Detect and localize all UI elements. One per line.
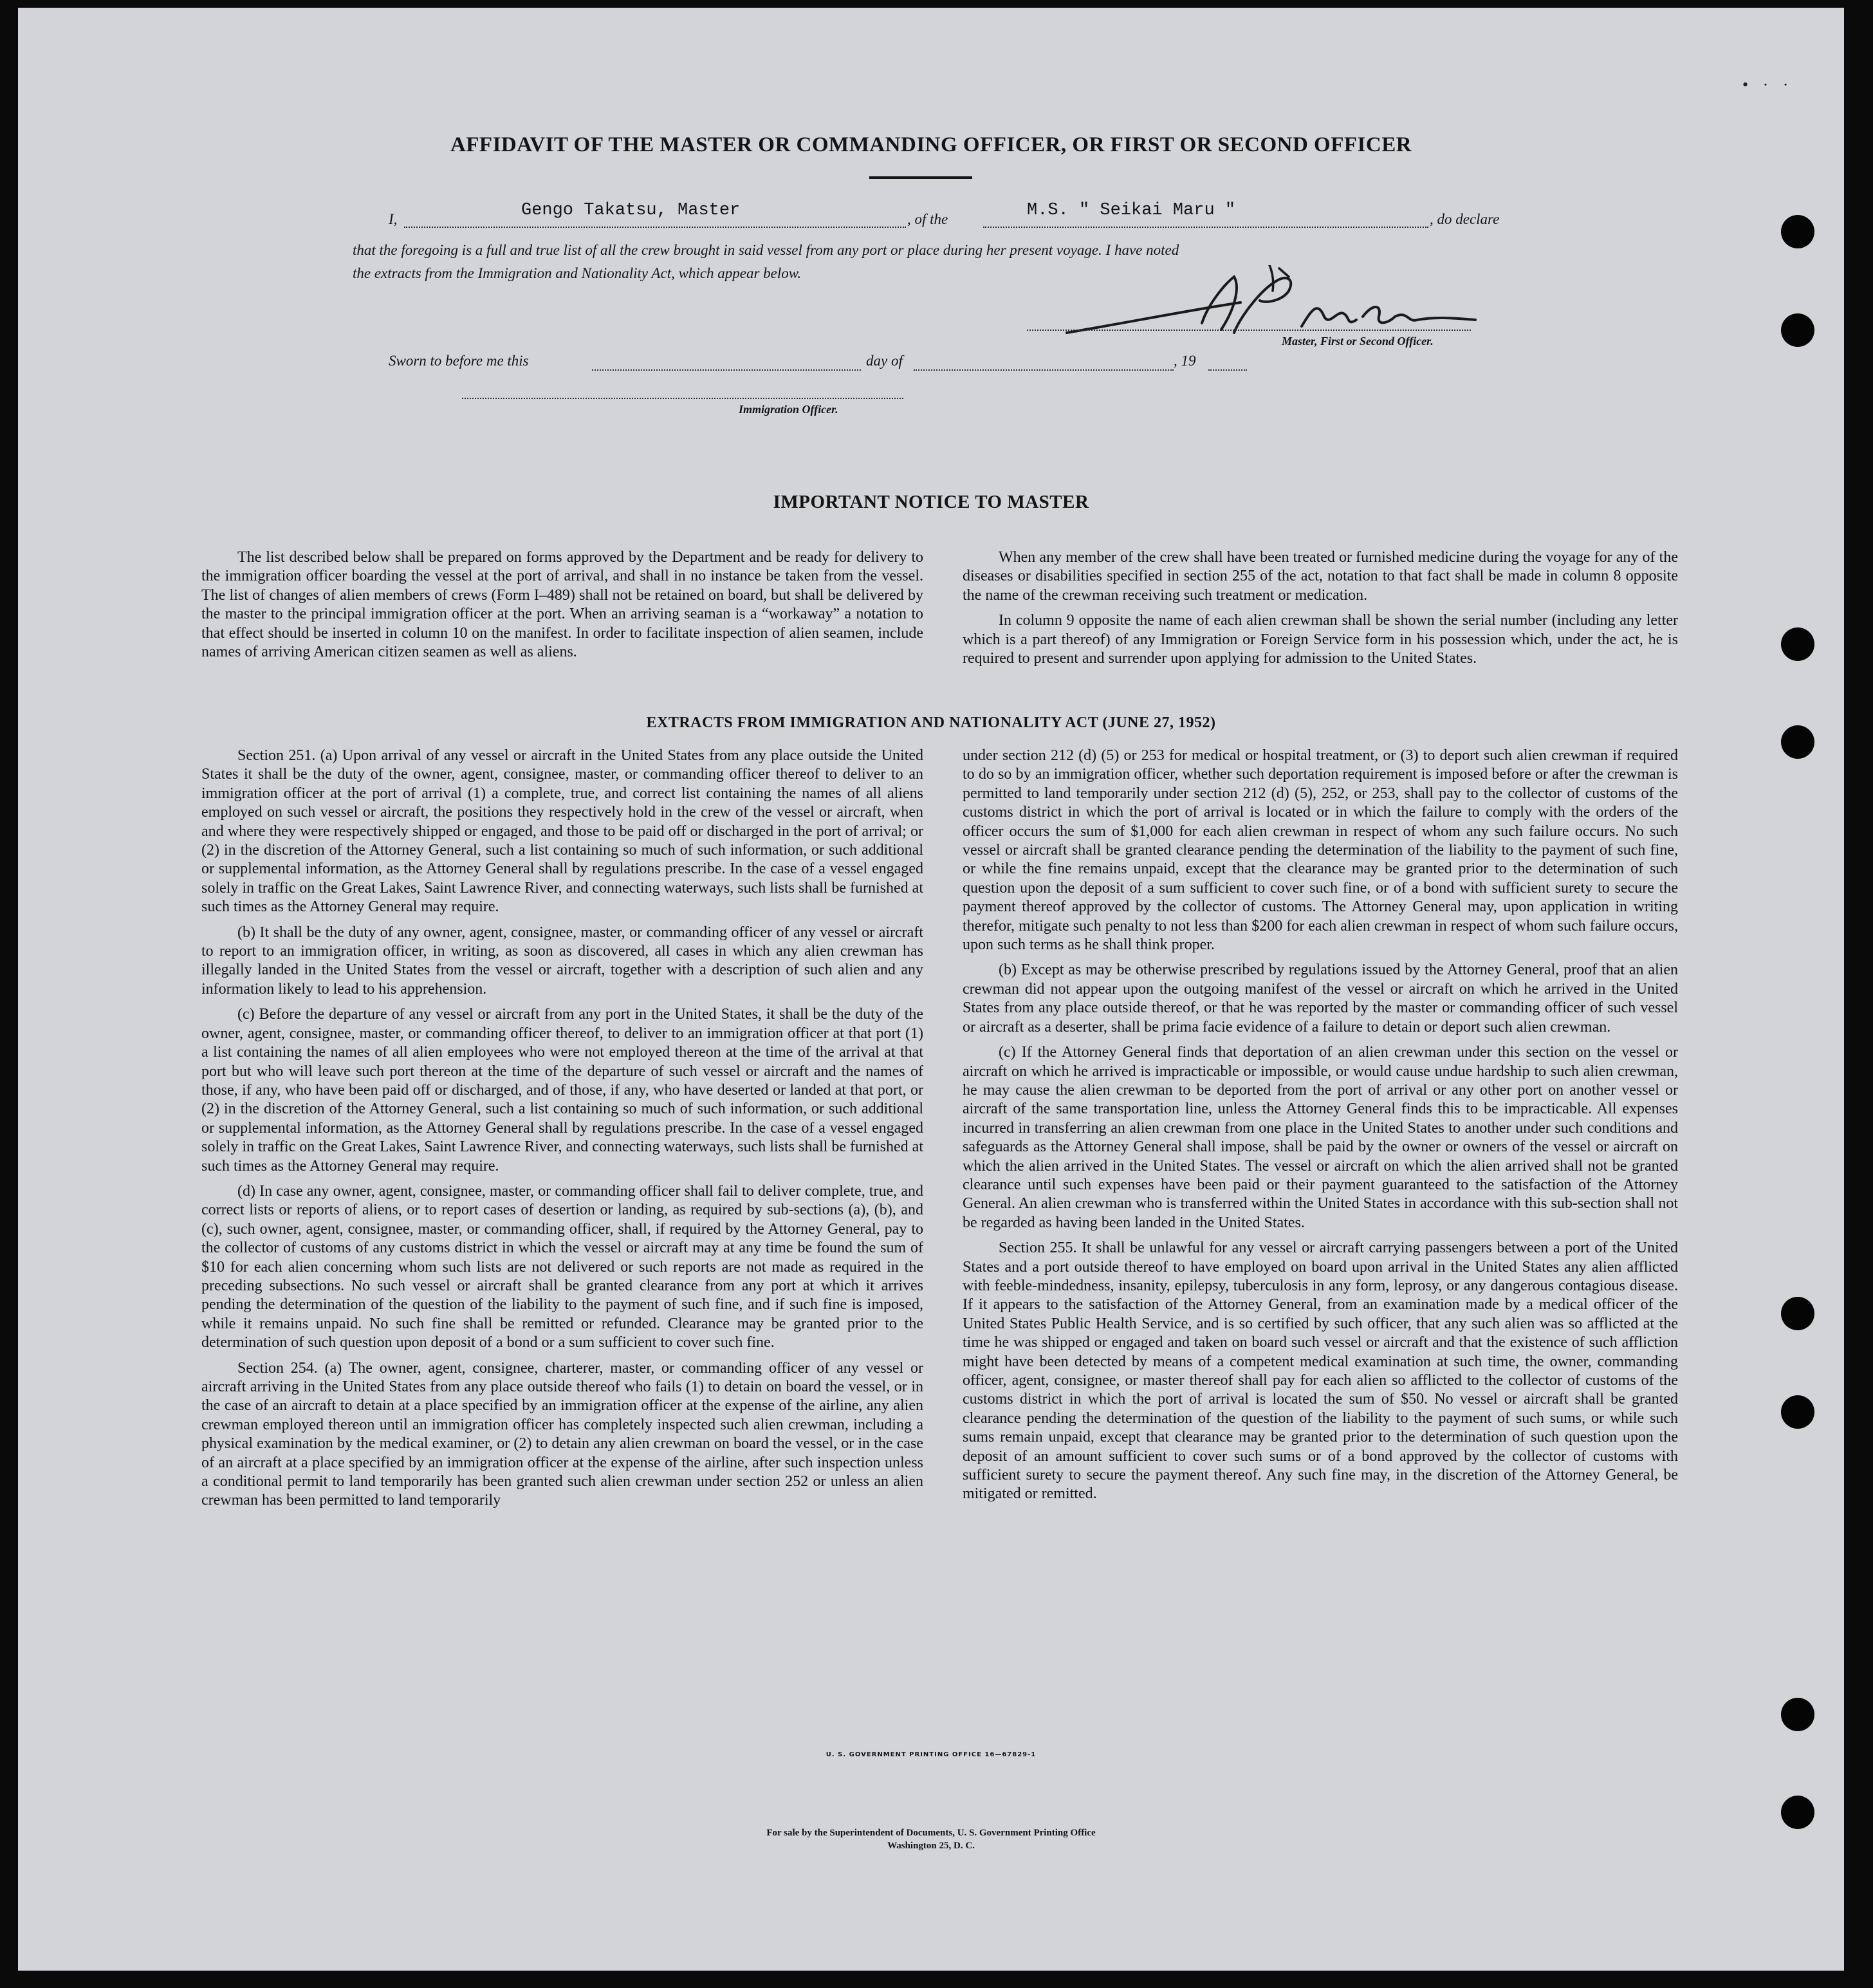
notice-left-column <box>201 548 923 668</box>
for-sale-line-1: For sale by the Superintendent of Documents, U. S. Government Printing Office <box>766 1828 1096 1838</box>
sworn-year-dotline <box>1208 369 1247 371</box>
extracts-right-column <box>963 747 1678 1510</box>
vessel-name-field[interactable]: M.S. " Seikai Maru " <box>1027 201 1236 220</box>
punch-hole <box>1781 1395 1814 1429</box>
for-sale-line-2: Washington 25, D. C. <box>887 1841 975 1851</box>
signature-dotline <box>1027 330 1471 331</box>
title-rule <box>869 176 972 179</box>
notice-paragraph: When any member of the crew shall have been treated or furnished medicine during the voyage for any of the diseases or disabilities specified in section 255 of the act, notation to that fact shall be made in column 8 opposite the name of the crewman receiving such treatment or medication. <box>963 549 1678 604</box>
extract-paragraph: (d) In case any owner, agent, consignee, master, or commanding officer shall fail to deliver complete, true, and correct lists or reports of aliens, or to report cases of desertion or landing, as required by sub-sections (a), (b), and (c), such owner, agent, consignee, master, or commanding officer, shall, if required by the Attorney General, pay to the collector of customs of any customs district in which the vessel or aircraft may at any time be found the sum of $10 for each alien concerning whom such lists are not delivered or such reports are not made as required in the preceding subsections. No such vessel or aircraft shall be granted clearance from any port at which it arrives pending the determination of the question of the liability to the payment of such fine, and if such fine is imposed, while it remains unpaid. No such fine shall be remitted or refunded. Clearance may be granted prior to the determination of such question upon deposit of a bond or a sum sufficient to cover such fine. <box>201 1182 923 1352</box>
vessel-dotline <box>983 227 1428 228</box>
declaration-line-2: that the foregoing is a full and true list of all the crew brought in said vessel from any port or place during her present voyage. I have noted <box>353 242 1179 258</box>
extracts-left-column <box>201 747 923 1517</box>
punch-hole <box>1781 215 1814 248</box>
notice-paragraph: In column 9 opposite the name of each alien crewman shall be shown the serial number (including any letter which is a part thereof) of any Immigration or Foreign Service form in his possession which, under the act, he is required to present and surrender upon applying for admission to the United States. <box>963 612 1678 667</box>
extract-paragraph: Section 255. It shall be unlawful for any vessel or aircraft carrying passengers between a port of the United States and a port outside thereof to have employed on board upon arrival in the United States any alien afflicted with feeble-mindedness, insanity, epilepsy, tuberculosis in any form, leprosy, or any dangerous contagious disease. If it appears to the satisfaction of the Attorney General, from an examination made by a medical officer of the United States Public Health Service, and is so certified by such officer, that any such alien was so afflicted at the time he was shipped or engaged and taken on board such vessel or aircraft and that the existence of such affliction might have been detected by means of a competent medical examination at such time, the owner, commanding officer, agent, consignee, or master thereof shall pay for each alien so afflicted to the collector of customs of the customs district in which the port of arrival is located the sum of $50. No vessel or aircraft shall be granted clearance pending the determination of the question of the liability to the payment of such sums, or while such sums remain unpaid, except that clearance may be granted prior to the determination of such question upon the deposit of an amount sufficient to cover such sums or of a bond approved by the collector of customs with sufficient surety to secure the payment thereof. Any such fine may, in the discretion of the Attorney General, be mitigated or remitted. <box>963 1240 1678 1503</box>
notice-right-column <box>963 548 1678 674</box>
extract-paragraph: (b) Except as may be otherwise prescribed by regulations issued by the Attorney General, proof that an alien crewman did not appear upon the outgoing manifest of the vessel or aircraft on which he arrived in the United States from any place outside thereof, or that he was reported by the master or commanding officer of such vessel or aircraft as a deserter, shall be prima facie evidence of a failure to detain or deport such alien crewman. <box>963 961 1678 1036</box>
declaration-line-3: the extracts from the Immigration and Nationality Act, which appear below. <box>353 265 802 281</box>
extract-paragraph: Section 254. (a) The owner, agent, consignee, charterer, master, or commanding officer of any vessel or aircraft arriving in the United States from any place outside thereof who fails (1) to detain on board the vessel, or in the case of an aircraft to detain at a place specified by an immigration officer at the expense of the airline, any alien crewman employed thereon until an immigration officer has completely inspected such alien crewman, including a physical examination by the medical examiner, or (2) to detain any alien crewman on board the vessel, or in the case of an aircraft at a place specified by an immigration officer at the expense of the airline, after such inspection unless a conditional permit to land temporarily has been granted such alien crewman under section 252 or unless an alien crewman has been permitted to land temporarily <box>201 1359 923 1509</box>
signature-caption: Master, First or Second Officer. <box>1282 335 1434 348</box>
punch-hole <box>1781 1698 1814 1731</box>
affidavit-title: AFFIDAVIT OF THE MASTER OR COMMANDING OFFICER, OR FIRST OR SECOND OFFICER <box>450 133 1412 156</box>
gpo-imprint: U. S. GOVERNMENT PRINTING OFFICE 16—67829-1 <box>826 1751 1037 1758</box>
of-the-label: , of the <box>907 211 948 227</box>
prefix-i: I, <box>389 211 398 227</box>
punch-hole <box>1781 1796 1814 1829</box>
extract-paragraph: under section 212 (d) (5) or 253 for medical or hospital treatment, or (3) to deport such alien crewman if required to do so by an immigration officer, whether such deportation requirement is imposed before or after the crewman is permitted to land temporarily under section 212 (d) (5), 252, or 253, shall pay to the collector of customs of the customs district in which the port of arrival is located or in which the failure to comply with the orders of the officer occurs the sum of $1,000 for each alien crewman in respect of whom any such failure occurs. No such vessel or aircraft shall be granted clearance pending the determination of the liability to the payment of such fine, or while the fine remains unpaid, except that the clearance may be granted prior to the determination of such question upon the deposit of a sum sufficient to cover such fine, or of a bond with sufficient surety to secure the payment thereof approved by the collector of customs. The Attorney General may, upon application in writing therefor, mitigate such penalty to not less than $200 for each alien crewman in respect of whom such failure occurs, upon such terms as he shall think proper. <box>963 747 1678 954</box>
extract-paragraph: (c) If the Attorney General finds that deportation of an alien crewman under this section on the vessel or aircraft on which he arrived is impracticable or impossible, or would cause undue hardship to such alien crewman, he may cause the alien crewman to be deported from the port of arrival or any other port on another vessel or aircraft of the same transportation line, unless the Attorney General finds this to be impracticable. All expenses incurred in transferring an alien crewman from one place in the United States to another under such conditions and safeguards as the Attorney General shall impose, shall be paid by the owner or owners of the vessel or aircraft on which the alien arrived in the United States. The vessel or aircraft on which the alien arrived shall not be granted clearance until such expenses have been paid or their payment guaranteed to the satisfaction of the Attorney General. An alien crewman who is transferred within the United States in accordance with this sub-section shall not be regarded as having been landed in the United States. <box>963 1044 1678 1231</box>
for-sale-notice <box>18 1826 1844 1852</box>
day-of-label: day of <box>866 353 903 369</box>
extract-paragraph: (c) Before the departure of any vessel or aircraft from any port in the United States, it shall be the duty of the owner, agent, consignee, master, or commanding officer thereof, to deliver to an immigration officer at that port (1) a list containing the names of all alien employees who were not employed thereon at the time of the arrival at that port but who will leave such port thereon at the time of the departure of such vessel or aircraft and the names of those, if any, who have been paid off or discharged, and of those, if any, who have deserted or landed at that port, or (2) in the discretion of the Attorney General, such a list containing so much of such information, or such additional or supplemental information, as the Attorney General shall by regulations prescribe. In the case of a vessel engaged solely in traffic on the Great Lakes, Saint Lawrence River, and connecting waterways, such lists shall be furnished at such times as the Attorney General may require. <box>201 1006 923 1175</box>
master-name-field[interactable]: Gengo Takatsu, Master <box>521 201 741 220</box>
extract-paragraph: (b) It shall be the duty of any owner, agent, consignee, master, or commanding officer of any vessel or aircraft to report to an immigration officer, in writing, as soon as discovered, all cases in which any alien crewman has illegally landed in the United States from the vessel or aircraft, together with a description of such alien and any information likely to lead to his apprehension. <box>201 924 923 998</box>
punch-hole <box>1781 1297 1814 1330</box>
notice-title: IMPORTANT NOTICE TO MASTER <box>773 492 1089 512</box>
extract-paragraph: Section 251. (a) Upon arrival of any vessel or aircraft in the United States from any place outside the United States it shall be the duty of the owner, agent, consignee, master, or commanding officer thereof to deliver to an immigration officer at the port of arrival (1) a complete, true, and correct list containing the names of all aliens employed on such vessel or aircraft, the positions they respectively hold in the crew of the vessel or aircraft, when and where they were respectively shipped or engaged, and those to be paid off or discharged in the port of arrival; or (2) in the discretion of the Attorney General, such a list containing so much of such information, or such additional or supplemental information, as the Attorney General shall by regulations prescribe. In the case of a vessel engaged solely in traffic on the Great Lakes, Saint Lawrence River, and connecting waterways, such lists shall be furnished at such times as the Attorney General may require. <box>201 747 923 916</box>
corner-marks: • · · <box>1742 75 1794 94</box>
sworn-month-dotline <box>914 369 1174 371</box>
punch-hole <box>1781 313 1814 347</box>
name-dotline <box>404 227 906 228</box>
officer-caption: Immigration Officer. <box>739 403 838 416</box>
do-declare-label: , do declare <box>1430 211 1500 227</box>
sworn-label: Sworn to before me this <box>389 353 529 369</box>
year-prefix-label: , 19 <box>1174 353 1196 369</box>
officer-dotline <box>462 398 903 399</box>
notice-paragraph: The list described below shall be prepared on forms approved by the Department and be ready for delivery to the immigration officer boarding the vessel at the port of arrival, and shall in no instance be taken from the vessel. The list of changes of alien members of crews (Form I–489) shall not be retained on board, but shall be delivered by the master to the principal immigration officer at the port. When an arriving seaman is a “workaway” a notation to that effect should be inserted in column 10 on the manifest. In order to facilitate inspection of alien seamen, include names of arriving American citizen seamen as well as aliens. <box>201 549 923 661</box>
punch-hole <box>1781 627 1814 661</box>
form-sheet <box>18 8 1844 1971</box>
sworn-day-dotline <box>592 369 861 371</box>
extracts-title: EXTRACTS FROM IMMIGRATION AND NATIONALITY ACT (JUNE 27, 1952) <box>646 714 1216 731</box>
